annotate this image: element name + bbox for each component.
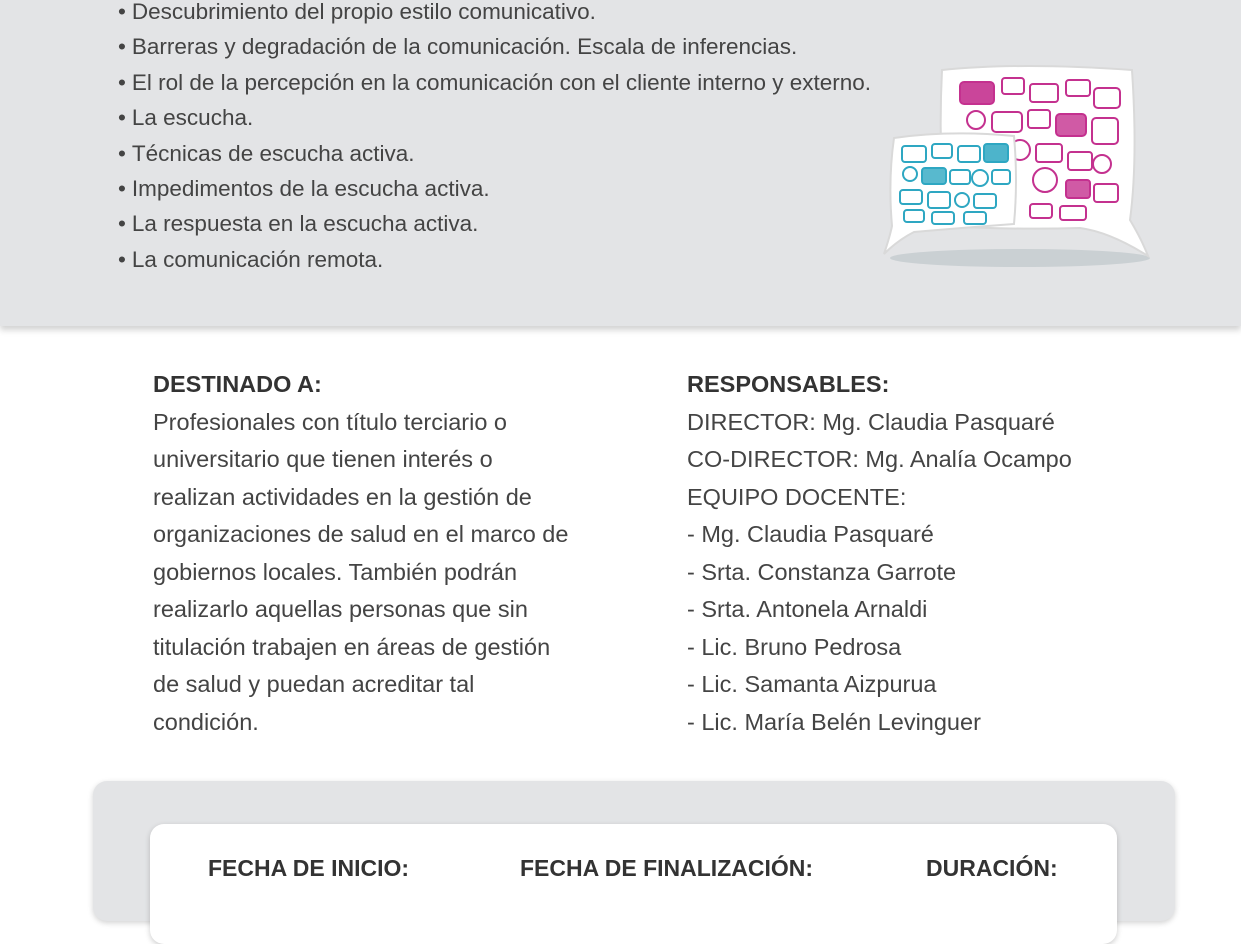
destinado-section xyxy=(153,366,623,741)
destinado-line: universitario que tienen interés o xyxy=(153,446,493,472)
topic-item: • Impedimentos de la escucha activa. xyxy=(118,171,871,206)
topic-item: • Descubrimiento del propio estilo comunicativo. xyxy=(118,0,871,29)
equipo-title: EQUIPO DOCENTE: xyxy=(687,483,907,510)
destinado-line: de salud y puedan acreditar tal xyxy=(153,671,475,697)
destinado-line: Profesionales con título terciario o xyxy=(153,408,507,435)
chat-bubbles-icon xyxy=(880,60,1155,275)
equipo-member: - Srta. Antonela Arnaldi xyxy=(687,596,928,622)
destinado-line: realizan actividades en la gestión de xyxy=(153,483,532,510)
destinado-line: titulación trabajen en áreas de gestión xyxy=(153,633,551,660)
topics-list xyxy=(118,0,871,277)
equipo-member: - Srta. Constanza Garrote xyxy=(687,558,957,585)
dates-card xyxy=(150,824,1117,944)
destinado-title: DESTINADO A: xyxy=(153,371,322,397)
destinado-line: organizaciones de salud en el marco de xyxy=(153,521,569,547)
topics-band xyxy=(0,0,1241,326)
equipo-member: - Lic. Bruno Pedrosa xyxy=(687,633,902,660)
responsables-section xyxy=(687,366,1157,741)
fecha-inicio-label: FECHA DE INICIO: xyxy=(208,855,410,881)
destinado-line: realizarlo aquellas personas que sin xyxy=(153,596,528,622)
topic-item: • La escucha. xyxy=(118,100,871,135)
topic-item: • Técnicas de escucha activa. xyxy=(118,136,871,171)
codirector-line: CO-DIRECTOR: Mg. Analía Ocampo xyxy=(687,446,1072,472)
director-line: DIRECTOR: Mg. Claudia Pasquaré xyxy=(687,408,1055,435)
destinado-line: condición. xyxy=(153,708,259,735)
fecha-fin-label: FECHA DE FINALIZACIÓN: xyxy=(520,855,814,881)
duracion-label: DURACIÓN: xyxy=(926,855,1058,881)
topic-item: • Barreras y degradación de la comunicación. Escala de inferencias. xyxy=(118,29,871,64)
destinado-text xyxy=(153,404,623,742)
topic-item: • La comunicación remota. xyxy=(118,242,871,277)
equipo-member: - Mg. Claudia Pasquaré xyxy=(687,521,934,547)
equipo-member: - Lic. Samanta Aizpurua xyxy=(687,671,937,697)
destinado-line: gobiernos locales. También podrán xyxy=(153,558,518,585)
topic-item: • La respuesta en la escucha activa. xyxy=(118,206,871,241)
equipo-member: - Lic. María Belén Levinguer xyxy=(687,708,981,735)
responsables-title: RESPONSABLES: xyxy=(687,371,890,397)
topic-item: • El rol de la percepción en la comunicación con el cliente interno y externo. xyxy=(118,65,871,100)
